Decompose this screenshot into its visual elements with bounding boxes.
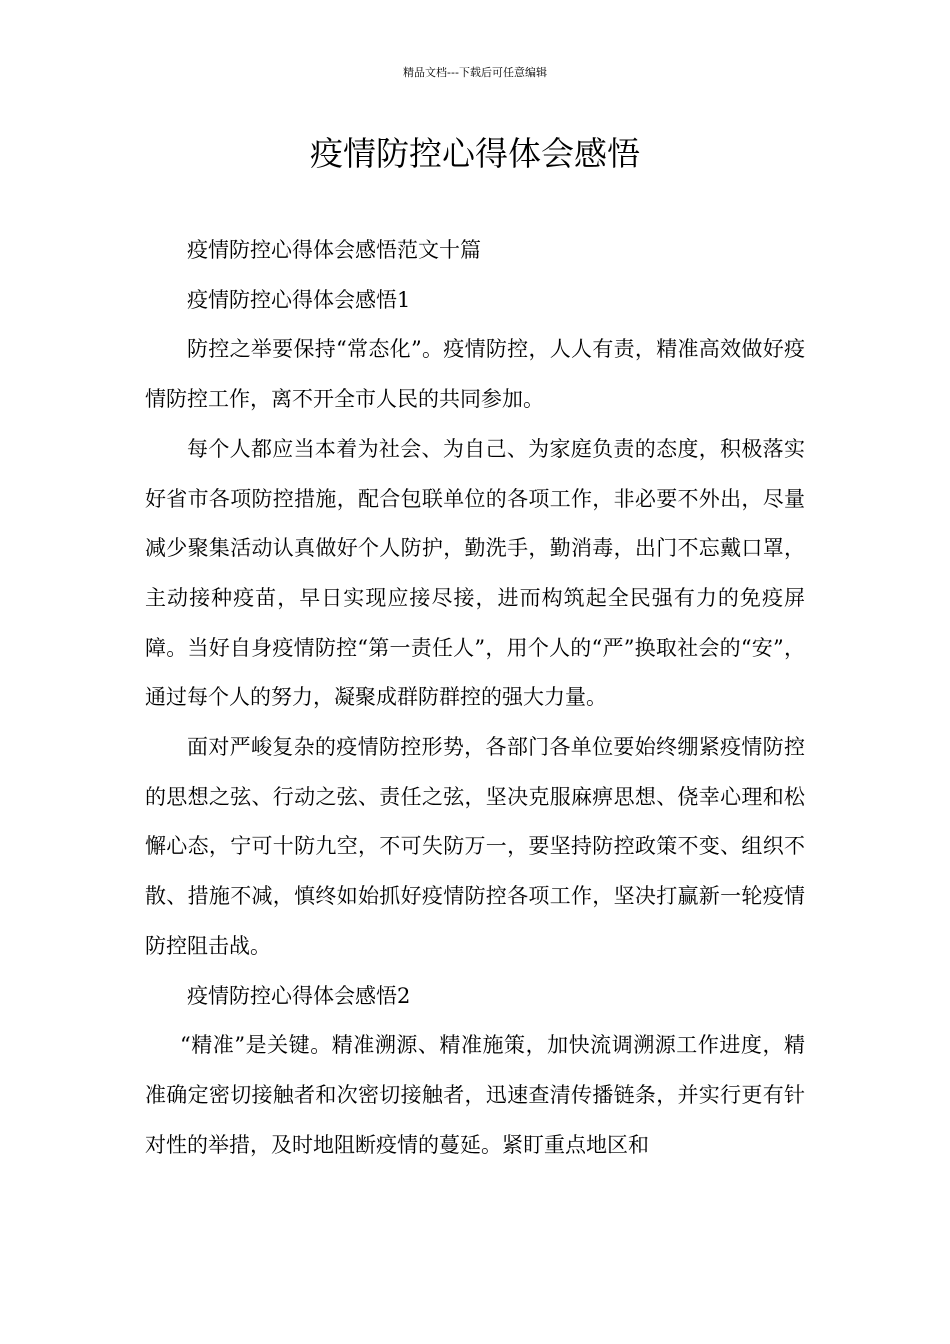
paragraph: 防控之举要保持“常态化”。疫情防控，人人有责，精准高效做好疫情防控工作，离不开全市人民的共同参加。 xyxy=(145,337,805,412)
paragraph: 每个人都应当本着为社会、为自己、为家庭负责的态度，积极落实好省市各项防控措施，配合包联单位的各项工作，非必要不外出，尽量减少聚集活动认真做好个人防护，勤洗手，勤消毒，出门不忘戴口罩，主动接种疫苗，早日实现应接尽接，进而构筑起全民强有力的免疫屏障。当好自身疫情防控“第一责任人”，用个人的“严”换取社会的“安”，通过每个人的努力，凝聚成群防群控的强大力量。 xyxy=(145,436,805,710)
paragraph: 面对严峻复杂的疫情防控形势，各部门各单位要始终绷紧疫情防控的思想之弦、行动之弦、责任之弦，坚决克服麻痹思想、侥幸心理和松懈心态，宁可十防九空，不可失防万一，要坚持防控政策不变、组织不散、措施不减，慎终如始抓好疫情防控各项工作，坚决打赢新一轮疫情防控阻击战。 xyxy=(145,735,805,958)
document-body xyxy=(145,226,805,1170)
paragraph-section-heading-1: 疫情防控心得体会感悟1 xyxy=(187,287,411,312)
header-note: 精品文档---下载后可任意编辑 xyxy=(403,66,547,79)
paragraph: “精准”是关键。精准溯源、精准施策，加快流调溯源工作进度，精准确定密切接触者和次密切接触者，迅速查清传播链条，并实行更有针对性的举措，及时地阻断疫情的蔓延。紧盯重点地区和 xyxy=(145,1033,805,1157)
document-title: 疫情防控心得体会感悟 xyxy=(310,134,640,173)
paragraph-section-heading-2: 疫情防控心得体会感悟2 xyxy=(187,983,411,1008)
paragraph-subtitle: 疫情防控心得体会感悟范文十篇 xyxy=(187,238,481,262)
